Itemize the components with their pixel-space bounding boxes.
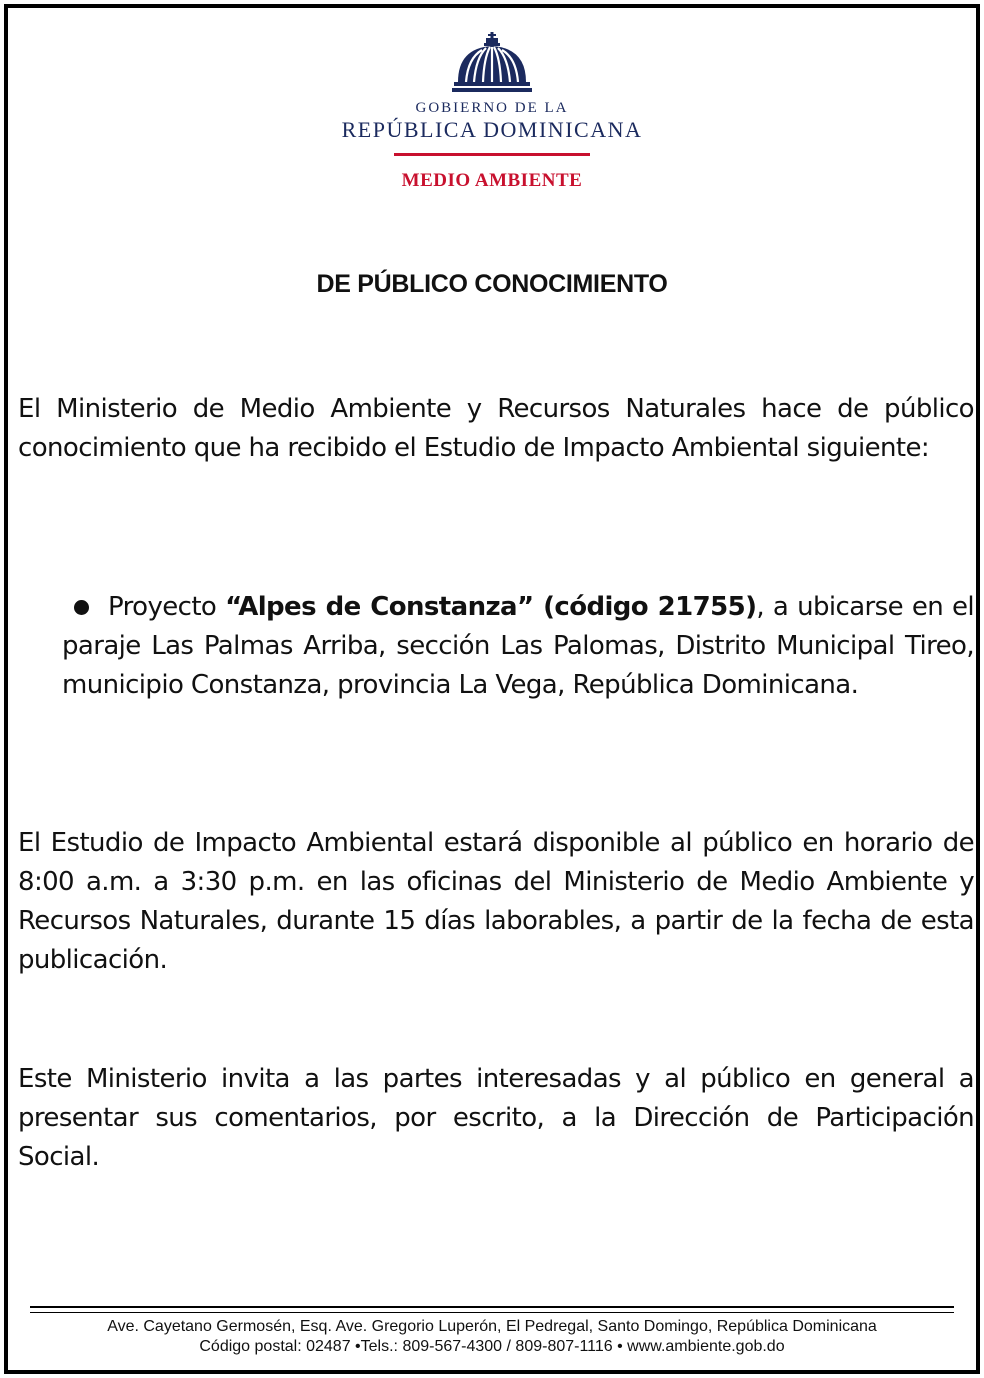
project-bullet xyxy=(62,588,974,705)
ministry-name: MEDIO AMBIENTE xyxy=(401,170,583,191)
footer-rule-top xyxy=(30,1306,954,1308)
notice-frame xyxy=(4,4,980,1374)
project-name: “Alpes de Constanza” (código 21755) xyxy=(225,592,757,622)
notice-title: DE PÚBLICO CONOCIMIENTO xyxy=(316,270,668,298)
footer xyxy=(8,1317,976,1357)
government-logo xyxy=(8,32,976,192)
paragraph-invitation: Este Ministerio invita a las partes interesadas y al público en general a presentar sus comentarios, por escrito, a la Dirección de Participación Social. xyxy=(18,1064,974,1172)
red-divider xyxy=(394,153,590,156)
gov-line-1: GOBIERNO DE LA xyxy=(415,100,569,116)
paragraph-availability: El Estudio de Impacto Ambiental estará disponible al público en horario de 8:00 a.m. a 3:30 p.m. en las oficinas del Ministerio de Medio Ambiente y Recursos Naturales, durante 15 días laborables, a partir de la fecha de esta publicación. xyxy=(18,828,974,975)
bullet-prefix: Proyecto xyxy=(108,592,226,622)
paragraph-intro: El Ministerio de Medio Ambiente y Recursos Naturales hace de público conocimiento que ha recibido el Estudio de Impacto Ambiental siguiente: xyxy=(18,394,974,463)
bullet-dot-icon xyxy=(74,600,89,615)
footer-rule-bottom xyxy=(30,1312,954,1313)
dome-emblem-icon xyxy=(452,32,532,94)
gov-line-2: REPÚBLICA DOMINICANA xyxy=(341,117,643,142)
footer-address: Ave. Cayetano Germosén, Esq. Ave. Gregorio Luperón, El Pedregal, Santo Domingo, República Dominicana xyxy=(107,1318,877,1335)
bullet-rest: , a ubicarse en el paraje Las Palmas Arriba, sección Las Palomas, Distrito Municipal Tireo, municipio Constanza, provincia La Vega, República Dominicana. xyxy=(62,592,974,700)
footer-contact: Código postal: 02487 •Tels.: 809-567-4300 / 809-807-1116 • www.ambiente.gob.do xyxy=(199,1338,785,1355)
bullet-text xyxy=(62,588,974,705)
